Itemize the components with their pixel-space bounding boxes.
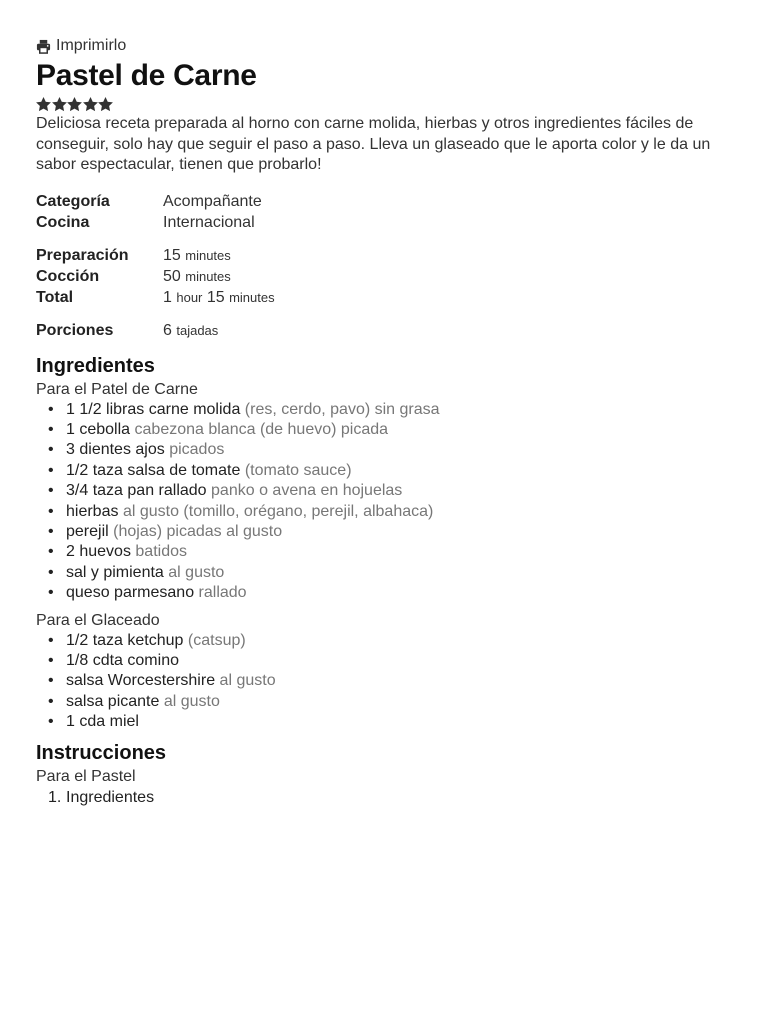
ingredient-item <box>48 542 736 562</box>
ingredient-text <box>66 481 402 501</box>
ingredients-heading: Ingredientes <box>36 354 155 377</box>
ingredient-notes: panko o avena en hojuelas <box>211 482 403 500</box>
meta-cuisine-value: Internacional <box>163 213 255 231</box>
ingredient-notes: (tomato sauce) <box>244 461 352 479</box>
ingredient-text <box>66 671 276 691</box>
ingredient-text <box>66 692 220 712</box>
meta-category-label: Categoría <box>36 192 110 210</box>
ingredient-unit: cda <box>79 713 106 731</box>
meta-servings <box>36 320 736 341</box>
step-number: 1. <box>48 788 62 806</box>
step-text: Ingredientes <box>66 788 155 806</box>
rating-stars[interactable] <box>36 97 736 113</box>
bullet: • <box>48 631 54 649</box>
printer-icon <box>36 39 51 54</box>
ingredient-notes: (catsup) <box>187 631 246 649</box>
print-link[interactable] <box>36 36 736 56</box>
meta-prep <box>36 245 736 266</box>
meta-servings-group <box>36 320 736 341</box>
meta-cook <box>36 266 736 287</box>
ingredient-name: miel <box>109 713 139 731</box>
meta-servings-value: 6 tajadas <box>163 321 219 339</box>
ingredient-notes: rallado <box>198 584 247 602</box>
ingredient-name: huevos <box>79 543 131 561</box>
ingredient-item <box>48 522 736 542</box>
instruction-group <box>36 766 736 808</box>
ingredient-name: queso parmesano <box>66 584 195 602</box>
bullet: • <box>48 543 54 561</box>
bullet: • <box>48 563 54 581</box>
ingredient-items <box>48 400 736 604</box>
ingredient-name: hierbas <box>66 502 119 520</box>
ingredient-name: sal y pimienta <box>66 563 164 581</box>
bullet: • <box>48 482 54 500</box>
ingredient-notes: al gusto (tomillo, orégano, perejil, albahaca) <box>122 502 434 520</box>
meta-prep-label: Preparación <box>36 246 129 264</box>
star-icon[interactable] <box>36 97 51 112</box>
ingredient-group <box>36 379 736 604</box>
ingredient-name: dientes ajos <box>79 441 165 459</box>
recipe-meta <box>36 191 736 341</box>
instruction-step <box>48 787 736 808</box>
ingredient-group-name: Para el Glaceado <box>36 611 160 629</box>
ingredient-notes: batidos <box>135 543 187 561</box>
bullet: • <box>48 651 54 669</box>
bullet: • <box>48 420 54 438</box>
ingredients-list <box>36 379 736 733</box>
bullet: • <box>48 441 54 459</box>
bullet: • <box>48 522 54 540</box>
instructions-heading: Instrucciones <box>36 741 167 764</box>
instruction-steps <box>48 787 736 808</box>
ingredient-item <box>48 502 736 522</box>
ingredient-amount: 1 1/2 <box>66 400 102 418</box>
meta-total-value: 1 hour 15 minutes <box>163 288 275 306</box>
star-icon[interactable] <box>52 97 67 112</box>
meta-category <box>36 191 736 212</box>
instructions-list <box>36 766 736 808</box>
ingredient-notes: al gusto <box>163 692 220 710</box>
ingredient-text <box>66 400 440 420</box>
print-label[interactable]: Imprimirlo <box>56 37 127 54</box>
ingredient-text <box>66 651 179 671</box>
ingredient-unit: cdta <box>92 651 123 669</box>
ingredient-item <box>48 583 736 603</box>
ingredient-items <box>48 631 736 733</box>
ingredient-text <box>66 631 246 651</box>
instruction-group-name: Para el Pastel <box>36 767 136 785</box>
ingredient-amount: 1 <box>66 713 75 731</box>
ingredient-name: perejil <box>66 522 109 540</box>
meta-cuisine <box>36 212 736 233</box>
recipe-summary: Deliciosa receta preparada al horno con carne molida, hierbas y otros ingredientes fáciles de conseguir, solo hay que seguir el paso a paso. Lleva un glaseado que le aporta color y le da un sabor espectacular, tienen que probarlo! <box>36 115 711 173</box>
ingredient-item <box>48 461 736 481</box>
ingredient-name: salsa Worcestershire <box>66 672 216 690</box>
ingredient-name: ketchup <box>127 631 184 649</box>
bullet: • <box>48 584 54 602</box>
ingredient-unit: taza <box>92 482 123 500</box>
ingredient-text <box>66 583 247 603</box>
ingredient-item <box>48 420 736 440</box>
ingredient-text <box>66 542 187 562</box>
ingredient-unit: libras <box>106 400 145 418</box>
meta-tags <box>36 191 736 233</box>
ingredient-name: cebolla <box>79 420 131 438</box>
ingredient-amount: 3/4 <box>66 482 89 500</box>
ingredient-text <box>66 712 139 732</box>
ingredient-text <box>66 522 282 542</box>
ingredient-text <box>66 502 433 522</box>
meta-total-label: Total <box>36 288 74 306</box>
ingredient-item <box>48 563 736 583</box>
ingredient-notes: picados <box>169 441 225 459</box>
ingredient-item <box>48 671 736 691</box>
ingredient-item <box>48 651 736 671</box>
ingredient-name: salsa picante <box>66 692 160 710</box>
bullet: • <box>48 461 54 479</box>
ingredient-notes: (hojas) picadas al gusto <box>113 522 283 540</box>
ingredient-item <box>48 692 736 712</box>
meta-cook-label: Cocción <box>36 267 100 285</box>
meta-category-value: Acompañante <box>163 192 262 210</box>
meta-cook-value: 50 minutes <box>163 267 231 285</box>
star-icon[interactable] <box>83 97 98 112</box>
ingredient-amount: 1/2 <box>66 631 89 649</box>
star-icon[interactable] <box>67 97 82 112</box>
ingredient-amount: 3 <box>66 441 75 459</box>
meta-servings-label: Porciones <box>36 321 114 339</box>
ingredient-text <box>66 461 352 481</box>
ingredient-item <box>48 712 736 732</box>
bullet: • <box>48 672 54 690</box>
meta-prep-value: 15 minutes <box>163 246 231 264</box>
bullet: • <box>48 692 54 710</box>
ingredient-amount: 1/8 <box>66 651 89 669</box>
ingredient-group <box>36 610 736 733</box>
ingredient-unit: taza <box>92 461 123 479</box>
ingredient-notes: al gusto <box>168 563 225 581</box>
ingredient-text <box>66 563 224 583</box>
ingredient-group-name: Para el Patel de Carne <box>36 380 198 398</box>
ingredient-notes: cabezona blanca (de huevo) picada <box>134 420 389 438</box>
ingredient-unit: taza <box>92 631 123 649</box>
ingredient-name: carne molida <box>148 400 241 418</box>
ingredient-text <box>66 440 224 460</box>
ingredient-name: comino <box>127 651 179 669</box>
bullet: • <box>48 400 54 418</box>
recipe-card <box>36 36 736 808</box>
ingredient-name: salsa de tomate <box>127 461 241 479</box>
ingredient-item <box>48 440 736 460</box>
ingredient-name: pan rallado <box>127 482 207 500</box>
ingredient-item <box>48 481 736 501</box>
meta-total <box>36 287 736 308</box>
ingredient-notes: (res, cerdo, pavo) sin grasa <box>244 400 440 418</box>
bullet: • <box>48 502 54 520</box>
ingredient-item <box>48 400 736 420</box>
ingredient-notes: al gusto <box>219 672 276 690</box>
meta-cuisine-label: Cocina <box>36 213 90 231</box>
ingredient-amount: 1 <box>66 420 75 438</box>
star-icon[interactable] <box>98 97 113 112</box>
ingredient-text <box>66 420 388 440</box>
ingredient-amount: 1/2 <box>66 461 89 479</box>
ingredient-amount: 2 <box>66 543 75 561</box>
ingredient-item <box>48 631 736 651</box>
meta-times <box>36 245 736 308</box>
recipe-title: Pastel de Carne <box>36 59 257 92</box>
bullet: • <box>48 713 54 731</box>
